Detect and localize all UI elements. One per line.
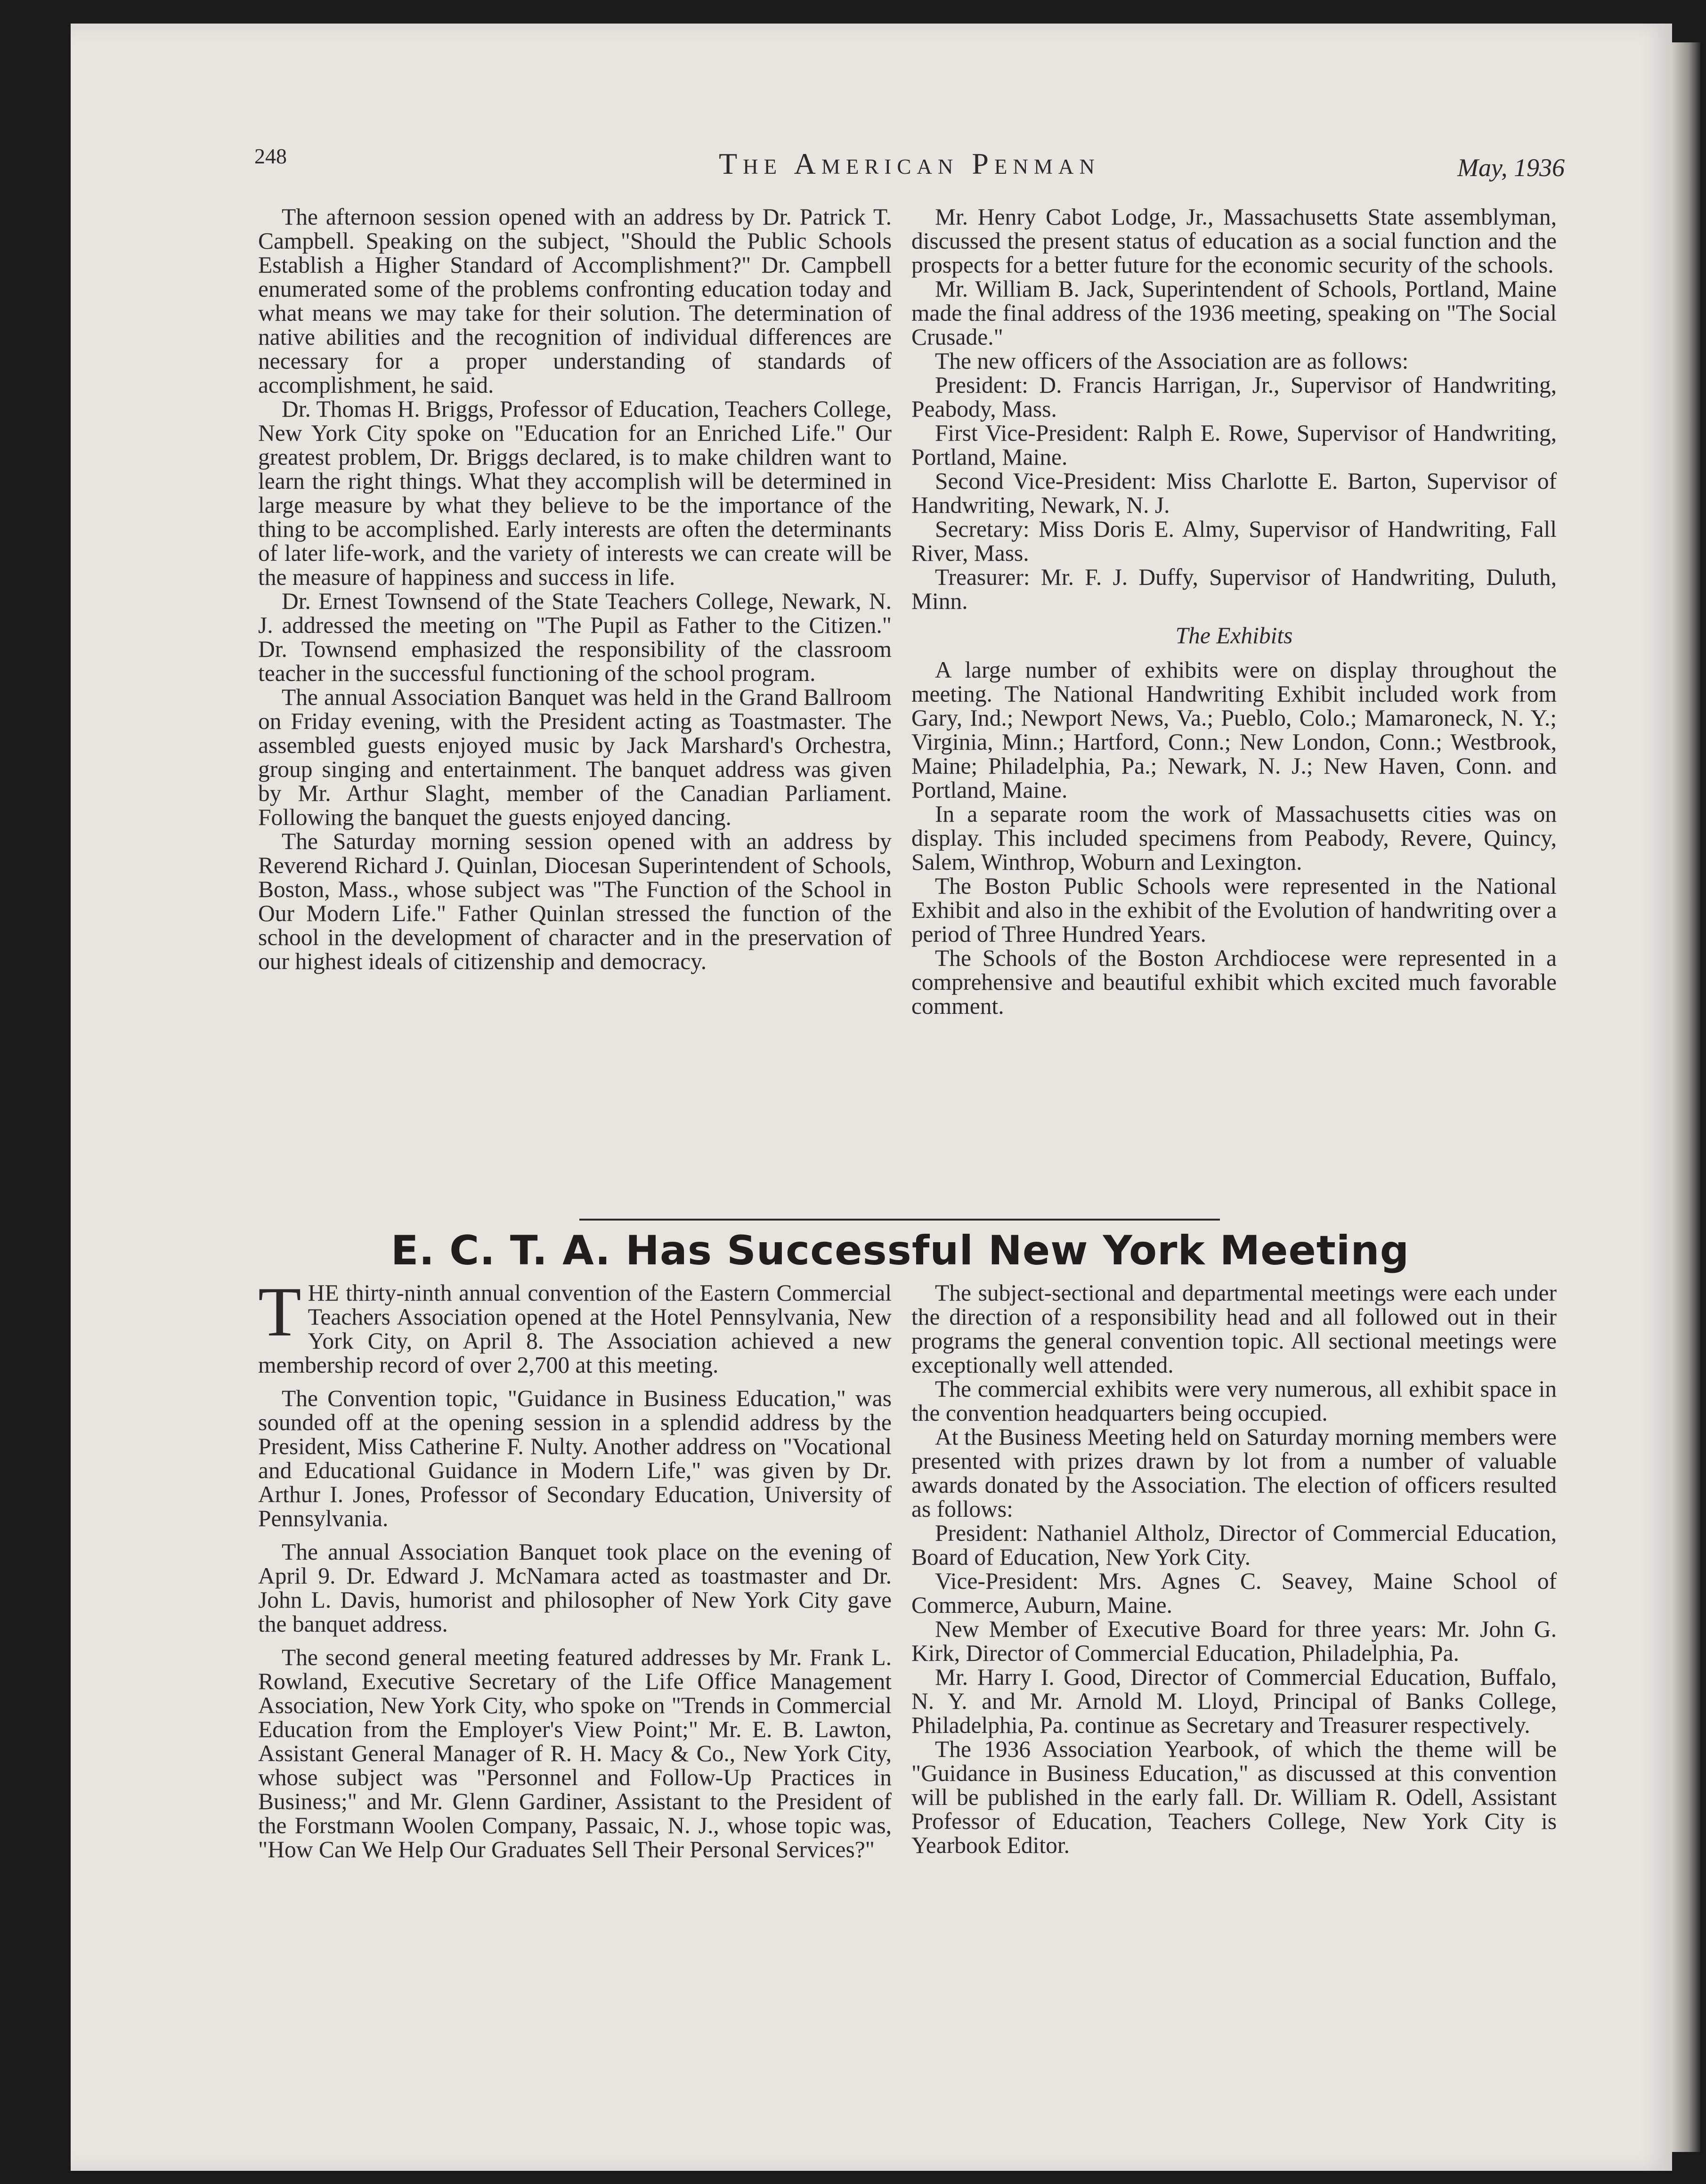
paragraph: Mr. William B. Jack, Superintendent of Schools, Portland, Maine made the final address of the 1936 meeting, speaking on "The Social Crusade." <box>911 276 1557 350</box>
paragraph: Mr. Harry I. Good, Director of Commercial Education, Buffalo, N. Y. and Mr. Arnold M. Lloyd, Principal of Banks College, Philadelphia, Pa. continue as Secretary and Treasurer respectively. <box>911 1664 1557 1738</box>
paragraph: President: Nathaniel Altholz, Director of Commercial Education, Board of Education, New York City. <box>911 1520 1557 1570</box>
paragraph: President: D. Francis Harrigan, Jr., Supervisor of Handwriting, Peabody, Mass. <box>911 372 1557 422</box>
paragraph: The annual Association Banquet was held in the Grand Ballroom on Friday evening, with the President acting as Toastmaster. The assembled guests enjoyed music by Jack Marshard's Orchestra, group singing and entertainment. The banquet address was given by Mr. Arthur Slaght, member of the Canadian Parliament. Following the banquet the guests enjoyed dancing. <box>258 684 892 830</box>
drop-cap: T <box>258 1273 301 1351</box>
paragraph: The commercial exhibits were very numerous, all exhibit space in the convention headquarters being occupied. <box>911 1376 1557 1426</box>
paragraph: A large number of exhibits were on display throughout the meeting. The National Handwriting Exhibit included work from Gary, Ind.; Newport News, Va.; Pueblo, Colo.; Mamaroneck, N. Y.; Virginia, Minn.; Hartford, Conn.; New London, Conn.; Westbrook, Maine; Philadelphia, Pa.; Newark, N. J.; New Haven, Conn. and Portland, Maine. <box>911 657 1557 803</box>
article1-right-column <box>911 205 1557 1018</box>
paragraph: Second Vice-President: Miss Charlotte E. Barton, Supervisor of Handwriting, Newark, N. J. <box>911 468 1557 518</box>
article1-left-column <box>258 205 892 973</box>
article-divider-rule <box>579 1219 1220 1221</box>
paragraph: The Boston Public Schools were represented in the National Exhibit and also in the exhibit of the Evolution of handwriting over a period of Three Hundred Years. <box>911 873 1557 947</box>
paragraph: The annual Association Banquet took place on the evening of April 9. Dr. Edward J. McNamara acted as toastmaster and Dr. John L. Davis, humorist and philosopher of New York City gave the banquet address. <box>258 1539 892 1637</box>
paragraph: Vice-President: Mrs. Agnes C. Seavey, Maine School of Commerce, Auburn, Maine. <box>911 1568 1557 1618</box>
page-header <box>254 144 1565 191</box>
exhibits-subheading: The Exhibits <box>1175 623 1293 648</box>
paragraph: New Member of Executive Board for three years: Mr. John G. Kirk, Director of Commercial Education, Philadelphia, Pa. <box>911 1616 1557 1666</box>
paragraph: The Convention topic, "Guidance in Business Education," was sounded off at the opening session in a splendid address by the President, Miss Catherine F. Nulty. Another address on "Vocational and Educational Guidance in Modern Life," was given by Dr. Arthur I. Jones, Professor of Secondary Education, University of Pennsylvania. <box>258 1385 892 1531</box>
paragraph: Dr. Ernest Townsend of the State Teachers College, Newark, N. J. addressed the meeting on "The Pupil as Father to the Citizen." Dr. Townsend emphasized the responsibility of the classroom teacher in the successful functioning of the school program. <box>258 588 892 686</box>
paragraph: The 1936 Association Yearbook, of which the theme will be "Guidance in Business Education," as discussed at this convention will be published in the early fall. Dr. William R. Odell, Assistant Professor of Education, Teachers College, New York City is Yearbook Editor. <box>911 1736 1557 1858</box>
running-title: The American Penman <box>719 147 1100 180</box>
lead-paragraph-text: HE thirty-ninth annual convention of the Eastern Commercial Teachers Association opened at the Hotel Pennsylvania, New York City, on April 8. The Association achieved a new membership record of over 2,700 at this meeting. <box>258 1280 892 1378</box>
paragraph: The new officers of the Association are as follows: <box>935 348 1409 374</box>
lead-paragraph <box>258 1273 892 1378</box>
page-edge <box>1672 42 1700 2152</box>
paragraph: The Schools of the Boston Archdiocese were represented in a comprehensive and beautiful exhibit which excited much favorable comment. <box>911 945 1557 1019</box>
paragraph: Mr. Henry Cabot Lodge, Jr., Massachusetts State assemblyman, discussed the present status of education as a social function and the prospects for a better future for the economic security of the schools. <box>911 204 1557 278</box>
paragraph: The afternoon session opened with an address by Dr. Patrick T. Campbell. Speaking on the subject, "Should the Public Schools Establish a Higher Standard of Accomplishment?" Dr. Campbell enumerated some of the problems confronting education today and what means we may take for their solution. The determination of native abilities and the recognition of individual differences are necessary for a proper understanding of standards of accomplishment, he said. <box>258 204 892 398</box>
paragraph: In a separate room the work of Massachusetts cities was on display. This included specimens from Peabody, Revere, Quincy, Salem, Winthrop, Woburn and Lexington. <box>911 801 1557 875</box>
paragraph: Treasurer: Mr. F. J. Duffy, Supervisor of Handwriting, Duluth, Minn. <box>911 564 1557 614</box>
article-headline: E. C. T. A. Has Successful New York Meeting <box>390 1227 1410 1274</box>
issue-date: May, 1936 <box>1457 154 1565 182</box>
paragraph: Dr. Thomas H. Briggs, Professor of Education, Teachers College, New York City spoke on "Education for an Enriched Life." Our greatest problem, Dr. Briggs declared, is to make children want to learn the right things. What they accomplish will be determined in large measure by what they believe to be the importance of the thing to be accomplished. Early interests are often the determinants of later life-work, and the variety of interests we can create will be the measure of happiness and success in life. <box>258 396 892 590</box>
article2-right-column <box>911 1281 1557 1857</box>
paragraph: The second general meeting featured addresses by Mr. Frank L. Rowland, Executive Secretary of the Life Office Management Association, New York City, who spoke on "Trends in Commercial Education from the Employer's View Point;" Mr. E. B. Lawton, Assistant General Manager of R. H. Macy & Co., New York City, whose subject was "Personnel and Follow-Up Practices in Business;" and Mr. Glenn Gardiner, Assistant to the President of the Forstmann Woolen Company, Passaic, N. J., whose topic was, "How Can We Help Our Graduates Sell Their Personal Services?" <box>258 1644 892 1862</box>
paragraph: The subject-sectional and departmental meetings were each under the direction of a responsibility head and all followed out in their programs the general convention topic. All sectional meetings were exceptionally well attended. <box>911 1280 1557 1378</box>
paragraph: Secretary: Miss Doris E. Almy, Supervisor of Handwriting, Fall River, Mass. <box>911 516 1557 566</box>
paragraph: First Vice-President: Ralph E. Rowe, Supervisor of Handwriting, Portland, Maine. <box>911 420 1557 470</box>
paragraph: The Saturday morning session opened with an address by Reverend Richard J. Quinlan, Diocesan Superintendent of Schools, Boston, Mass., whose subject was "The Function of the School in Our Modern Life." Father Quinlan stressed the function of the school in the development of character and in the preservation of our highest ideals of citizenship and democracy. <box>258 828 892 974</box>
paragraph: At the Business Meeting held on Saturday morning members were presented with prizes drawn by lot from a number of valuable awards donated by the Association. The election of officers resulted as follows: <box>911 1424 1557 1522</box>
page-number: 248 <box>254 144 287 168</box>
article2-left-column <box>258 1273 892 1862</box>
